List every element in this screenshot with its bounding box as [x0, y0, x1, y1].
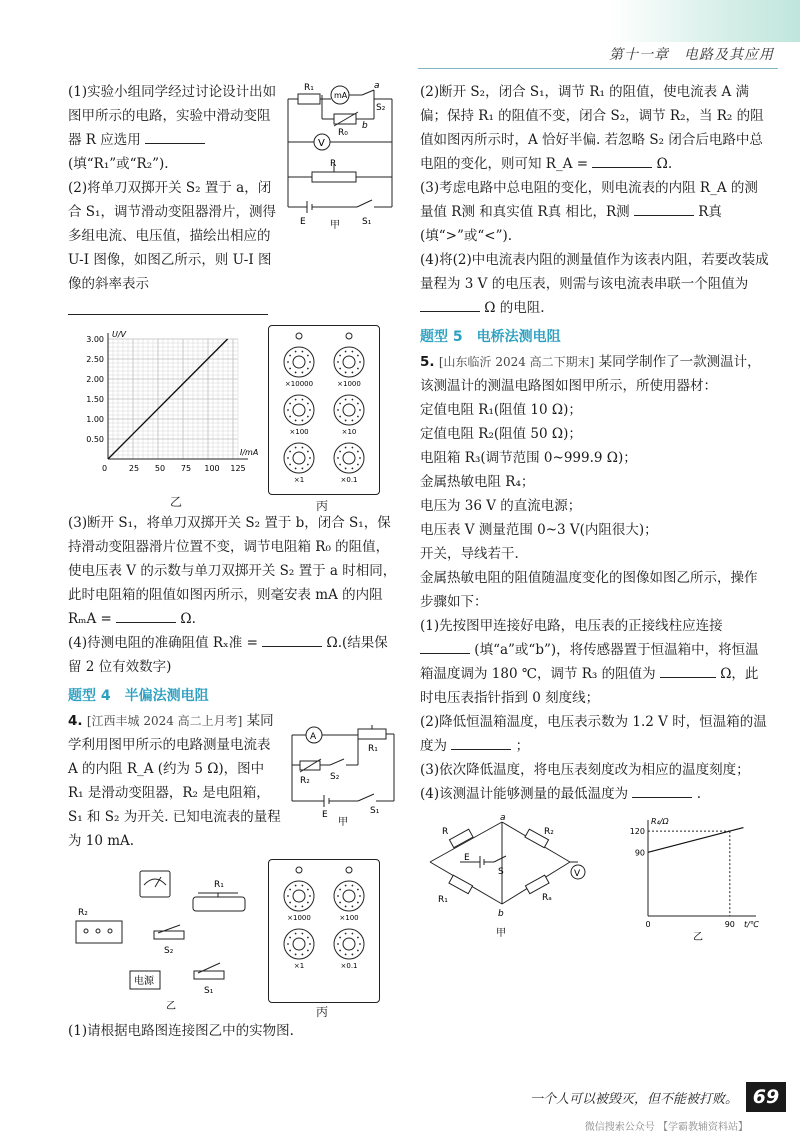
q5-number: 5. — [420, 354, 435, 370]
circuit-diagram-q4-jia — [286, 717, 401, 827]
dial-tick — [307, 889, 309, 891]
dial-tick — [295, 906, 297, 908]
fig-label-bing: 丙 — [316, 499, 329, 513]
label-r: R — [330, 159, 337, 169]
dial-tick — [357, 464, 359, 466]
dial-tick — [351, 933, 353, 935]
dial-tick — [345, 372, 347, 374]
dial-tick — [357, 950, 359, 952]
dial-tick — [301, 420, 303, 422]
dial-tick — [345, 885, 347, 887]
label-e-bridge: E — [464, 853, 470, 863]
dial-tick — [351, 885, 353, 887]
q4-part1: (1)请根据电路图连接图乙中的实物图. — [68, 1023, 294, 1039]
label-a: a — [374, 81, 380, 91]
dial-tick — [351, 468, 353, 470]
terminal-icon — [296, 867, 302, 873]
fig-label-rt-yi: 乙 — [693, 932, 703, 942]
dial-tick — [295, 885, 297, 887]
q4-part4: (4)将(2)中电流表内阻的测量值作为该表内阻，若要改装成量程为 3 V 的电压表，则需与该电流表串联一个阻值为 Ω 的电阻. — [420, 252, 769, 316]
rt-chart — [620, 812, 770, 942]
dial-tick — [295, 420, 297, 422]
dial-tick — [307, 451, 309, 453]
q5-source: [山东临沂 2024 高二下期末] — [438, 355, 595, 369]
q4-number: 4. — [68, 713, 83, 729]
dial-tick — [339, 416, 341, 418]
label-r1-q4: R₁ — [368, 744, 378, 754]
label-s-bridge: S — [498, 867, 504, 877]
dial-tick — [287, 943, 289, 945]
dial-tick — [301, 351, 303, 353]
dial-tick — [357, 902, 359, 904]
question-4 — [68, 709, 398, 853]
answer-blank-line[interactable] — [68, 296, 268, 315]
dial-tick — [287, 895, 289, 897]
fig-label-q4-jia: 甲 — [338, 817, 348, 827]
motto: 一个人可以被毁灭，但不能被打败。 — [529, 1092, 738, 1107]
fig-label-jia: 甲 — [330, 220, 340, 230]
dial-box-1-svg — [269, 326, 379, 494]
dial-tick — [295, 399, 297, 401]
label-s2: S₂ — [376, 103, 386, 113]
dial-tick — [307, 902, 309, 904]
label-b-bridge: b — [498, 909, 504, 919]
dial-tick — [289, 403, 291, 405]
dial-center-icon — [293, 452, 305, 464]
y-tick-label: 2.00 — [86, 375, 104, 384]
figure-row-3 — [420, 812, 770, 942]
dial-tick — [339, 451, 341, 453]
dial-tick — [289, 416, 291, 418]
circuit-diagram-jia-top — [282, 80, 412, 230]
bridge-circuit-jia — [420, 812, 590, 942]
resistance-box-bing — [268, 325, 380, 495]
dial-tick — [345, 906, 347, 908]
ui-chart — [68, 325, 258, 511]
q5-step1: (1)先按图甲连接好电路，电压表的正接线柱应连接 (填“a”或“b”)，将传感器置于恒温箱中，将恒温箱温度调为 180 ℃，调节 R₃ 的阻值为 Ω，此时电压表指针指到 0 刻度线； — [420, 618, 759, 706]
y-tick-label: 1.00 — [86, 415, 104, 424]
dial-multiplier-label: ×10000 — [284, 380, 314, 388]
dial-center-icon — [343, 452, 355, 464]
dial-tick — [301, 954, 303, 956]
dial-tick — [337, 457, 339, 459]
y-tick-label: 2.50 — [86, 355, 104, 364]
q4-part2: (2)断开 S₂，闭合 S₁，调节 R₁ 的阻值，使电流表 A 满偏；保持 R₁ 的阻值不变，闭合 S₂，调节 R₂，当 R₂ 的阻值如图丙所示时，A 恰好半偏. 若忽略 S₂ 闭合后电路中总电阻的变化，则可知 R_A = Ω. — [420, 84, 764, 172]
equipment-item: 电压表 V 测量范围 0~3 V(内阻很大)； — [420, 522, 658, 538]
answer-blank[interactable] — [632, 783, 692, 798]
dial-multiplier-label: ×0.1 — [340, 476, 358, 484]
dial-tick — [309, 361, 311, 363]
fig-label-q4-yi: 乙 — [166, 1001, 176, 1012]
label-r0: R₀ — [338, 128, 348, 138]
dial-tick — [307, 937, 309, 939]
dial-tick — [345, 399, 347, 401]
dial-tick — [295, 954, 297, 956]
label-a-bridge: a — [500, 813, 506, 823]
x-tick-label: 125 — [230, 464, 246, 473]
dial-tick — [337, 361, 339, 363]
y-tick-label: 0.50 — [86, 435, 104, 444]
dial-tick — [351, 906, 353, 908]
dial-center-icon — [343, 356, 355, 368]
label-r1-bridge: R₁ — [438, 895, 448, 905]
dial-tick — [345, 420, 347, 422]
dial-multiplier-label: ×1 — [293, 476, 305, 484]
dial-multiplier-label: ×10 — [341, 428, 357, 436]
dial-tick — [295, 933, 297, 935]
dial-center-icon — [293, 404, 305, 416]
label-s1-q4: S₁ — [370, 806, 380, 816]
label-ra-bridge: Rₐ — [542, 893, 552, 903]
x-tick-label: 25 — [128, 464, 140, 473]
dial-tick — [339, 889, 341, 891]
dial-tick — [287, 409, 289, 411]
dial-tick — [351, 447, 353, 449]
dial-multiplier-label: ×1000 — [337, 380, 361, 388]
answer-blank[interactable] — [116, 608, 176, 623]
label-a-meter: A — [310, 732, 317, 742]
q4-stem — [68, 709, 283, 853]
q4-text: 某同学利用图甲所示的电路测量电流表 A 的内阻 R_A (约为 5 Ω)，图中 R₁ 是滑动变阻器，R₂ 是电阻箱，S₁ 和 S₂ 为开关. 已知电流表的量程为 10 mA. — [68, 713, 281, 849]
apparatus-figure-yi — [68, 863, 258, 1013]
dial-tick — [345, 954, 347, 956]
y-tick-label: 120 — [629, 827, 645, 837]
left-column — [68, 80, 398, 1043]
x-axis-label: I/mA — [240, 448, 258, 457]
dial-tick — [351, 399, 353, 401]
dial-tick — [339, 950, 341, 952]
label-r1: R₁ — [304, 83, 314, 93]
dial-tick — [289, 464, 291, 466]
dial-tick — [345, 933, 347, 935]
answer-blank[interactable] — [634, 201, 694, 216]
y-tick-label: 90 — [634, 848, 645, 858]
q5-step4: (4)该测温计能够测量的最低温度为 . — [420, 782, 770, 806]
dial-tick — [357, 889, 359, 891]
dial-tick — [351, 954, 353, 956]
dial-tick — [289, 355, 291, 357]
dial-multiplier-label: ×1000 — [287, 914, 311, 922]
dial-tick — [295, 447, 297, 449]
header-rule — [418, 68, 778, 69]
dial-tick — [309, 457, 311, 459]
dial-tick — [307, 950, 309, 952]
dial-multiplier-label: ×100 — [289, 428, 309, 436]
header-decoration — [610, 0, 800, 42]
label-v-bridge: V — [574, 869, 581, 879]
terminal-icon — [296, 333, 302, 339]
y-tick-label: 3.00 — [86, 335, 104, 344]
dial-tick — [339, 937, 341, 939]
dial-tick — [337, 409, 339, 411]
answer-blank[interactable] — [660, 663, 716, 678]
q3-part1: (1)实验小组同学经过讨论设计出如图甲所示的电路，实验中滑动变阻器 R 应选用 (填“R₁”或“R₂”). — [68, 84, 277, 172]
chapter-title: 第十一章 电路及其应用 — [609, 47, 774, 63]
answer-blank[interactable] — [262, 632, 322, 647]
dial-tick — [307, 464, 309, 466]
figure-row-1 — [68, 325, 398, 511]
equipment-item: 开关，导线若干. — [420, 546, 519, 562]
section-heading-4: 题型 4 半偏法测电阻 — [68, 688, 209, 704]
dial-tick — [339, 355, 341, 357]
dial-tick — [357, 937, 359, 939]
equipment-item: 电压为 36 V 的直流电源； — [420, 498, 582, 514]
dial-tick — [359, 409, 361, 411]
label-s2-q4: S₂ — [330, 772, 340, 782]
dial-tick — [345, 468, 347, 470]
answer-blank[interactable] — [592, 153, 652, 168]
q5-description: 金属热敏电阻的阻值随温度变化的图像如图乙所示，操作步骤如下： — [420, 570, 758, 610]
q4-source: [江西丰城 2024 高二上月考] — [86, 714, 243, 728]
dial-tick — [309, 895, 311, 897]
dial-tick — [337, 943, 339, 945]
dial-tick — [339, 403, 341, 405]
equipment-item: 定值电阻 R₁(阻值 10 Ω)； — [420, 402, 582, 418]
dial-tick — [357, 355, 359, 357]
dial-tick — [289, 902, 291, 904]
dial-center-icon — [293, 938, 305, 950]
label-e: E — [300, 217, 306, 227]
answer-blank[interactable] — [420, 639, 470, 654]
dial-tick — [309, 409, 311, 411]
dial-tick — [289, 950, 291, 952]
dial-tick — [301, 372, 303, 374]
section-heading-5: 题型 5 电桥法测电阻 — [420, 329, 561, 345]
label-power: 电源 — [134, 976, 154, 987]
q5-text: 某同学制作了一款测温计，该测温计的测温电路图如图甲所示，所使用器材： — [420, 354, 761, 394]
fig-label-bridge-jia: 甲 — [496, 928, 506, 939]
q5-step3: (3)依次降低温度，将电压表刻度改为相应的温度刻度； — [420, 762, 750, 778]
dial-tick — [345, 351, 347, 353]
dial-center-icon — [293, 890, 305, 902]
dial-tick — [357, 416, 359, 418]
x-tick-label: 75 — [180, 464, 192, 473]
dial-tick — [289, 368, 291, 370]
dial-tick — [351, 420, 353, 422]
dial-tick — [289, 451, 291, 453]
answer-blank[interactable] — [420, 297, 480, 312]
dial-tick — [351, 372, 353, 374]
dial-box-2-svg — [269, 860, 379, 1002]
dial-tick — [295, 468, 297, 470]
dial-tick — [351, 351, 353, 353]
q5-stem — [420, 350, 770, 398]
dial-tick — [301, 447, 303, 449]
dial-tick — [307, 368, 309, 370]
dial-tick — [301, 933, 303, 935]
dial-tick — [301, 468, 303, 470]
fig-label-yi: 乙 — [170, 495, 183, 509]
q4-part3: (3)考虑电路中总电阻的变化，则电流表的内阻 R_A 的测量值 R测 和真实值 R真 相比，R测 R真 (填“>”或“<”). — [420, 180, 758, 244]
page-number: 69 — [746, 1082, 786, 1112]
label-s1: S₁ — [362, 217, 372, 227]
footer-text: 微信搜索公众号 【学霸教辅资料站】 — [584, 1122, 748, 1133]
label-r2-bridge: R₂ — [544, 827, 554, 837]
label-ma: mA — [334, 91, 348, 100]
dial-tick — [337, 895, 339, 897]
origin-label: 0 — [102, 464, 108, 473]
dial-tick — [357, 368, 359, 370]
dial-tick — [357, 451, 359, 453]
dial-tick — [339, 368, 341, 370]
y-axis-label: R₄/Ω — [651, 817, 669, 826]
page-header — [0, 0, 800, 75]
y-axis-label: U/V — [112, 330, 127, 339]
terminal-icon — [346, 867, 352, 873]
x-tick-label: 90 — [724, 920, 735, 929]
right-column — [420, 80, 770, 942]
q3-part4: (4)待测电阻的准确阻值 Rₓ准 = Ω.(结果保留 2 位有效数字) — [68, 631, 398, 679]
dial-tick — [301, 906, 303, 908]
equipment-item: 金属热敏电阻 R₄； — [420, 474, 535, 490]
dial-multiplier-label: ×0.1 — [340, 962, 358, 970]
dial-tick — [301, 399, 303, 401]
dial-tick — [345, 447, 347, 449]
series-line-ext — [730, 828, 744, 832]
equipment-item: 电阻箱 R₃(调节范围 0~999.9 Ω)； — [420, 450, 637, 466]
label-r1-yi: R₁ — [214, 880, 224, 890]
label-e-q4: E — [322, 810, 328, 820]
x-tick-label: 100 — [204, 464, 220, 473]
dial-center-icon — [343, 404, 355, 416]
dial-tick — [287, 457, 289, 459]
q5-step2: (2)降低恒温箱温度，电压表示数为 1.2 V 时，恒温箱的温度为 ； — [420, 714, 767, 754]
label-s2-yi: S₂ — [164, 946, 174, 956]
terminal-icon — [346, 333, 352, 339]
answer-blank[interactable] — [145, 129, 205, 144]
dial-multiplier-label: ×1 — [293, 962, 305, 970]
dial-tick — [307, 416, 309, 418]
q3-part3: (3)断开 S₁，将单刀双掷开关 S₂ 置于 b，闭合 S₁，保持滑动变阻器滑片位置不变，调节电阻箱 R₀ 的阻值，使电压表 V 的示数与单刀双掷开关 S₂ 置于 a 时相同，此时电阻箱的阻值如图丙所示，则毫安表 mA 的内阻 RₘA = Ω. — [68, 515, 397, 627]
dial-tick — [307, 355, 309, 357]
figure-row-2 — [68, 859, 398, 1019]
y-tick-label: 1.50 — [86, 395, 104, 404]
dial-center-icon — [293, 356, 305, 368]
dial-center-icon — [343, 938, 355, 950]
label-s1-yi: S₁ — [204, 986, 214, 996]
resistance-box-q4-bing — [268, 859, 380, 1003]
dial-tick — [359, 457, 361, 459]
answer-blank[interactable] — [451, 735, 511, 750]
equipment-item: 定值电阻 R₂(阻值 50 Ω)； — [420, 426, 582, 442]
dial-tick — [359, 361, 361, 363]
label-r2-yi: R₂ — [78, 908, 88, 918]
dial-tick — [339, 902, 341, 904]
dial-tick — [295, 351, 297, 353]
q3-part2: (2)将单刀双掷开关 S₂ 置于 a，闭合 S₁，调节滑动变阻器滑片，测得多组电流、电压值，描绘出相应的 U-I 图像，如图乙所示，则 U-I 图像的斜率表示 — [68, 180, 276, 292]
dial-tick — [357, 403, 359, 405]
label-b: b — [362, 121, 368, 131]
dial-tick — [307, 403, 309, 405]
dial-tick — [301, 885, 303, 887]
fig-label-q4-bing: 丙 — [316, 1005, 329, 1019]
dial-tick — [289, 937, 291, 939]
label-r-bridge: R — [442, 827, 449, 837]
dial-tick — [295, 372, 297, 374]
dial-center-icon — [343, 890, 355, 902]
x-tick-label: 50 — [154, 464, 166, 473]
series-line — [648, 831, 730, 852]
dial-tick — [309, 943, 311, 945]
dial-multiplier-label: ×100 — [339, 914, 359, 922]
dial-tick — [339, 464, 341, 466]
dial-tick — [359, 943, 361, 945]
x-tick-label: 0 — [645, 920, 651, 929]
x-axis-label: t/℃ — [744, 920, 759, 929]
label-v: V — [318, 138, 325, 149]
dial-tick — [359, 895, 361, 897]
dial-tick — [287, 361, 289, 363]
dial-tick — [289, 889, 291, 891]
label-r2: R₂ — [300, 776, 310, 786]
